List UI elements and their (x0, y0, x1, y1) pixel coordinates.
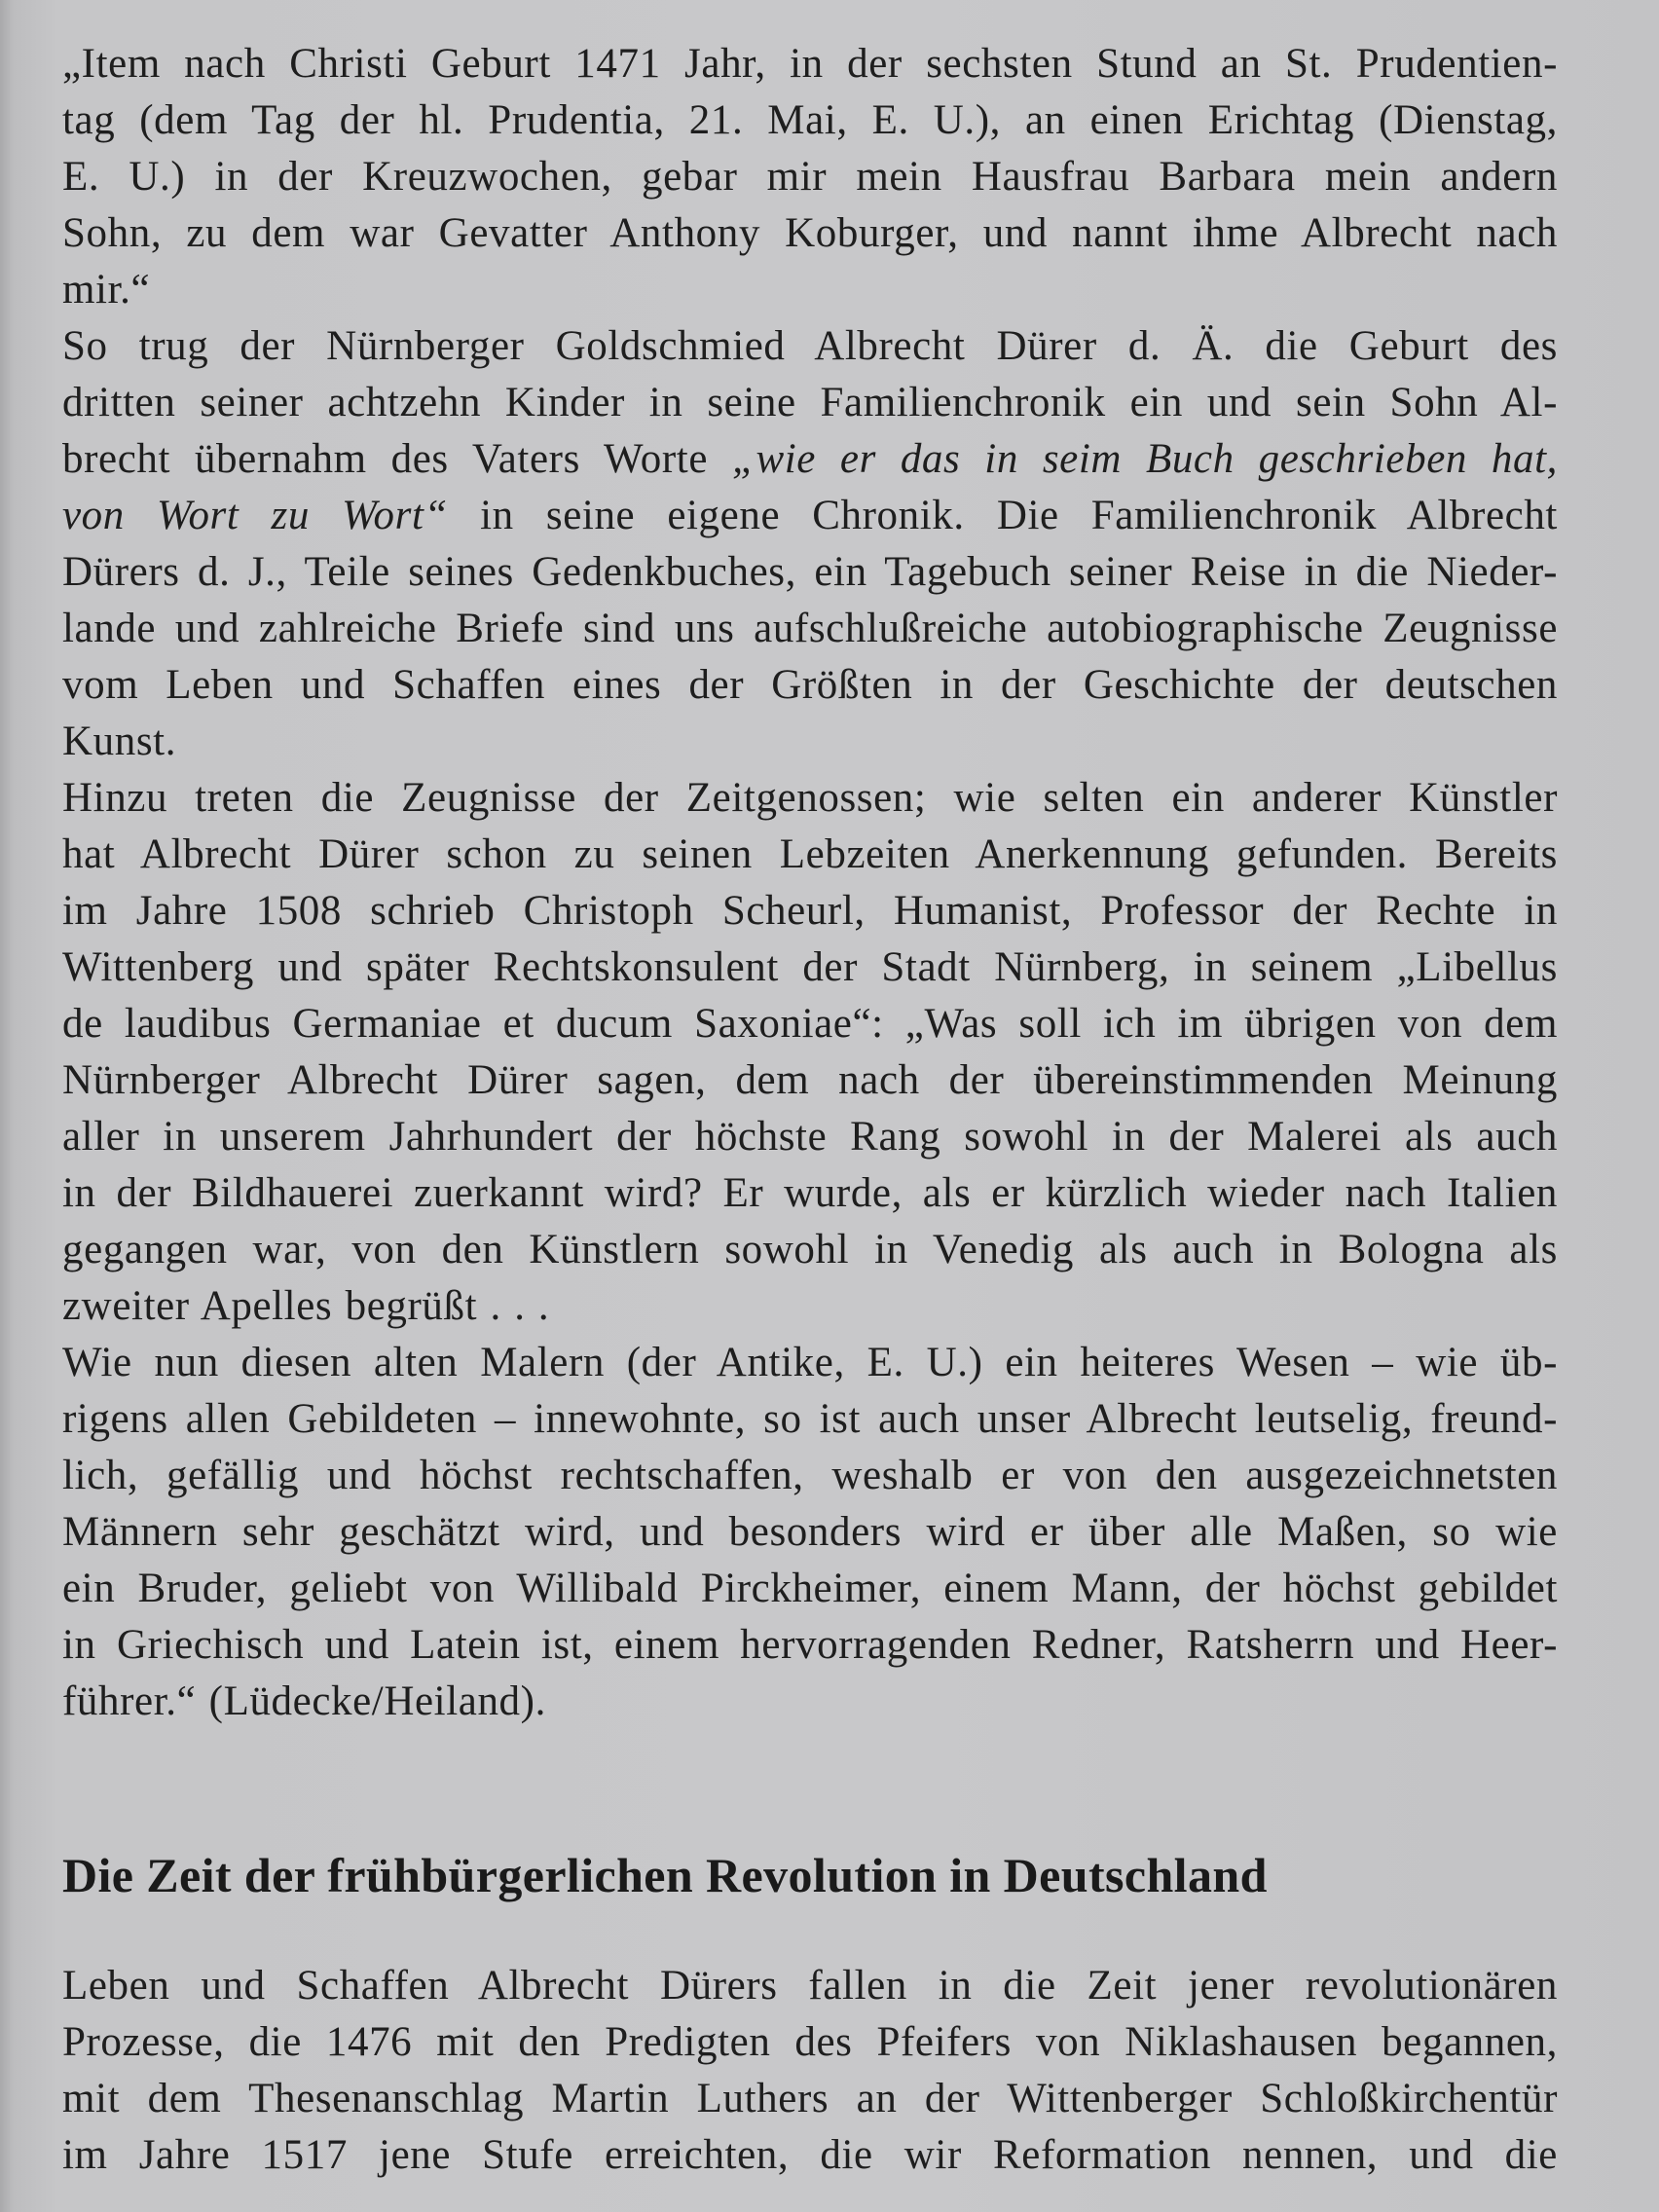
text-line: E. U.) in der Kreuzwochen, gebar mir mein Hausfrau Barbara mein andern (62, 154, 1558, 200)
text-line: rigens allen Gebildeten – innewohnte, so ist auch unser Albrecht leutselig, freund- (62, 1396, 1558, 1442)
body-text-block-1 (62, 36, 1558, 1730)
text-line: aller in unserem Jahrhundert der höchste Rang sowohl in der Malerei als auch (62, 1114, 1558, 1160)
text-line: Hinzu treten die Zeugnisse der Zeitgenossen; wie selten ein anderer Künstler (62, 775, 1558, 821)
text-line: hat Albrecht Dürer schon zu seinen Lebzeiten Anerkennung gefunden. Bereits (62, 831, 1558, 877)
text-line: im Jahre 1517 jene Stufe erreichten, die wir Reformation nennen, und die (62, 2132, 1558, 2178)
text-line: dritten seiner achtzehn Kinder in seine Familienchronik ein und sein Sohn Al- (62, 380, 1558, 425)
text-line: Dürers d. J., Teile seines Gedenkbuches, ein Tagebuch seiner Reise in die Nieder- (62, 549, 1558, 595)
text-line: mit dem Thesenanschlag Martin Luthers an der Wittenberger Schloßkirchentür (62, 2076, 1558, 2121)
text-line: Männern sehr geschätzt wird, und besonders wird er über alle Maßen, so wie (62, 1509, 1558, 1555)
text-line: lande und zahlreiche Briefe sind uns aufschlußreiche autobiographische Zeugnisse (62, 606, 1558, 651)
text-line: Wie nun diesen alten Malern (der Antike, E. U.) ein heiteres Wesen – wie üb- (62, 1340, 1558, 1385)
text-line: vom Leben und Schaffen eines der Größten in der Geschichte der deutschen (62, 662, 1558, 708)
text-line: Sohn, zu dem war Gevatter Anthony Koburger, und nannt ihme Albrecht nach (62, 210, 1558, 256)
text-line: ein Bruder, geliebt von Willibald Pirckheimer, einem Mann, der höchst gebildet (62, 1566, 1558, 1611)
text-line: Wittenberg und später Rechtskonsulent der Stadt Nürnberg, in seinem „Libellus (62, 944, 1558, 990)
text-line: Prozesse, die 1476 mit den Predigten des Pfeifers von Niklashausen begannen, (62, 2019, 1558, 2065)
text-line: lich, gefällig und höchst rechtschaffen, weshalb er von den ausgezeichnetsten (62, 1453, 1558, 1498)
section-heading: Die Zeit der frühbürgerlichen Revolution in Deutschland (62, 1848, 1268, 1902)
text-line: Nürnberger Albrecht Dürer sagen, dem nach der übereinstimmenden Meinung (62, 1057, 1558, 1103)
text-line: zweiter Apelles begrüßt . . . (62, 1283, 550, 1329)
text-line: gegangen war, von den Künstlern sowohl in Venedig als auch in Bologna als (62, 1227, 1558, 1272)
text-segment: brecht übernahm des Vaters Worte (62, 436, 732, 482)
text-line (62, 488, 1558, 544)
text-line: im Jahre 1508 schrieb Christoph Scheurl, Humanist, Professor der Rechte in (62, 888, 1558, 934)
body-text-block-2 (62, 1958, 1558, 2184)
text-segment: in seine eigene Chronik. Die Familienchronik Albrecht (448, 493, 1558, 538)
text-line: „Item nach Christi Geburt 1471 Jahr, in der sechsten Stund an St. Prudentien- (62, 41, 1558, 87)
text-line: So trug der Nürnberger Goldschmied Albrecht Dürer d. Ä. die Geburt des (62, 323, 1558, 369)
text-line: tag (dem Tag der hl. Prudentia, 21. Mai, E. U.), an einen Erichtag (Dienstag, (62, 97, 1558, 143)
text-line: führer.“ (Lüdecke/Heiland). (62, 1678, 546, 1724)
text-line (62, 431, 1558, 488)
text-line: in der Bildhauerei zuerkannt wird? Er wurde, als er kürzlich wieder nach Italien (62, 1170, 1558, 1216)
text-line: mir.“ (62, 267, 151, 313)
text-line: de laudibus Germaniae et ducum Saxoniae“: „Was soll ich im übrigen von dem (62, 1001, 1558, 1047)
text-line: Kunst. (62, 719, 177, 764)
text-line: in Griechisch und Latein ist, einem hervorragenden Redner, Ratsherrn und Heer- (62, 1622, 1558, 1668)
italic-quote: von Wort zu Wort“ (62, 493, 449, 538)
text-line: Leben und Schaffen Albrecht Dürers fallen in die Zeit jener revolutionären (62, 1963, 1558, 2009)
italic-quote: „wie er das in seim Buch geschrieben hat, (731, 436, 1558, 482)
